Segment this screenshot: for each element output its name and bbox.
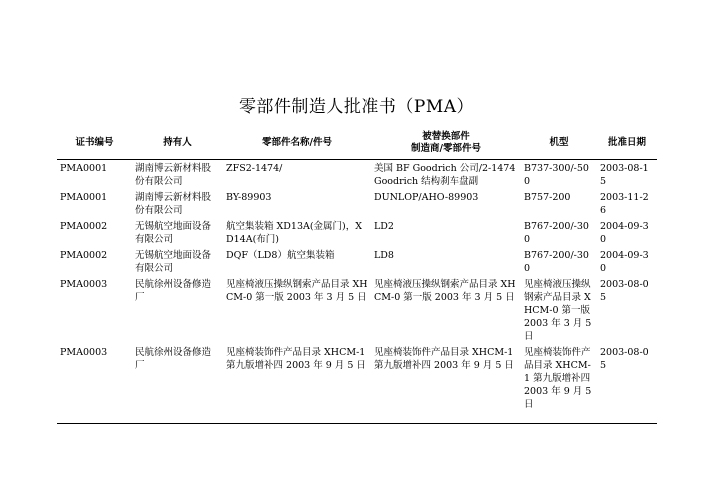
header-replaced-line1: 被替换部件 (422, 131, 470, 142)
pma-table (57, 128, 657, 412)
cell-model: 见座椅装饰件产品目录 XHCM-1 第九版增补四 2003 年 9 月 5 日 (524, 347, 592, 410)
cell-part-name: ZFS2-1474/ (226, 163, 283, 174)
cell-cert-no: PMA0002 (60, 250, 108, 261)
cell-cert-no: PMA0003 (60, 347, 108, 358)
page-title: 零部件制造人批准书（PMA） (238, 97, 475, 117)
cell-replaced: DUNLOP/AHO-89903 (374, 192, 479, 203)
cell-model: B767-200/-300 (524, 250, 589, 274)
cell-date: 2004-09-30 (600, 250, 649, 274)
header-cert-no: 证书编号 (57, 128, 132, 160)
table-row (57, 189, 657, 218)
cell-holder: 湖南博云新材料股份有限公司 (135, 163, 212, 187)
cell-part-name: 见座椅液压操纵钢索产品目录 XHCM-0 第一版 2003 年 3 月 5 日 (226, 279, 368, 303)
cell-model: B757-200 (524, 192, 571, 203)
cell-part-name: 航空集装箱 XD13A(金属门)，XD14A(布门) (226, 221, 363, 245)
cell-holder: 民航徐州设备修造厂 (135, 279, 212, 303)
cell-date: 2003-08-05 (600, 347, 649, 371)
cell-replaced: 美国 BF Goodrich 公司/2-1474 Goodrich 结构刹车盘副 (374, 163, 516, 187)
cell-replaced: LD2 (374, 221, 394, 232)
cell-holder: 无锡航空地面设备有限公司 (135, 250, 212, 274)
cell-date: 2003-08-05 (600, 279, 649, 303)
cell-date: 2003-08-15 (600, 163, 649, 187)
header-holder: 持有人 (132, 128, 223, 160)
cell-holder: 无锡航空地面设备有限公司 (135, 221, 212, 245)
table-row (57, 276, 657, 344)
header-replaced-line2: 制造商/零部件号 (411, 143, 481, 154)
cell-cert-no: PMA0001 (60, 163, 108, 174)
cell-replaced: 见座椅液压操纵钢索产品目录 XHCM-0 第一版 2003 年 3 月 5 日 (374, 279, 516, 303)
cell-replaced: LD8 (374, 250, 394, 261)
header-part-name: 零部件名称/件号 (223, 128, 371, 160)
cell-part-name: DQF（LD8）航空集装箱 (226, 250, 335, 261)
cell-date: 2004-09-30 (600, 221, 649, 245)
table-row (57, 247, 657, 276)
cell-holder: 湖南博云新材料股份有限公司 (135, 192, 212, 216)
cell-date: 2003-11-26 (600, 192, 649, 216)
cell-model: B737-300/-500 (524, 163, 589, 187)
cell-model: 见座椅液压操纵钢索产品目录 XHCM-0 第一版 2003 年 3 月 5 日 (524, 279, 592, 342)
cell-replaced: 见座椅装饰件产品目录 XHCM-1 第九版增补四 2003 年 9 月 5 日 (374, 347, 514, 371)
table-row (57, 218, 657, 247)
cell-model: B767-200/-300 (524, 221, 589, 245)
cell-part-name: BY-89903 (226, 192, 272, 203)
cell-cert-no: PMA0003 (60, 279, 108, 290)
table-row (57, 344, 657, 412)
header-date: 批准日期 (597, 128, 657, 160)
cell-cert-no: PMA0001 (60, 192, 108, 203)
table-row (57, 160, 657, 190)
table-bottom-rule (57, 423, 657, 424)
header-model: 机型 (521, 128, 597, 160)
header-replaced-part (371, 128, 521, 160)
table-header-row (57, 128, 657, 160)
cell-part-name: 见座椅装饰件产品目录 XHCM-1 第九版增补四 2003 年 9 月 5 日 (226, 347, 366, 371)
cell-cert-no: PMA0002 (60, 221, 108, 232)
cell-holder: 民航徐州设备修造厂 (135, 347, 212, 371)
